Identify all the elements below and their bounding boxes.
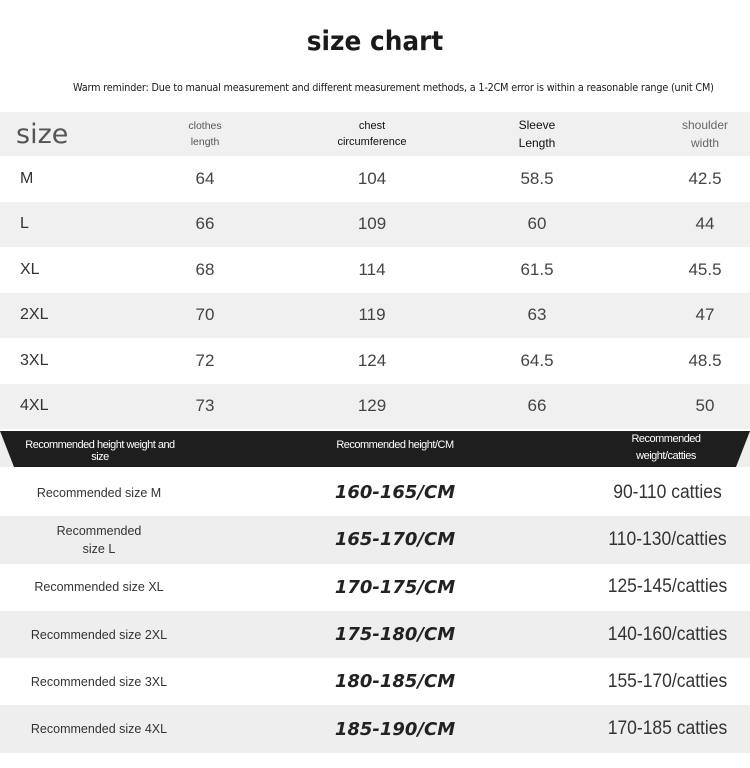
band-label-weight bbox=[618, 431, 714, 465]
measurement-row bbox=[0, 338, 750, 384]
header-shoulder-line2: width bbox=[690, 136, 719, 150]
recommendation-row bbox=[0, 469, 750, 516]
chest-cell: 119 bbox=[358, 305, 386, 325]
recommendation-table bbox=[0, 469, 750, 753]
chest-cell: 129 bbox=[357, 396, 387, 416]
recommendation-row bbox=[0, 658, 750, 705]
size-cell: 2XL bbox=[20, 306, 49, 324]
header-shoulder-width bbox=[660, 112, 750, 156]
recommended-weight: 170-185 catties bbox=[607, 718, 728, 740]
shoulder-cell: 47 bbox=[695, 305, 715, 325]
sleeve-cell: 60 bbox=[527, 214, 547, 234]
recommended-size-label bbox=[24, 516, 174, 563]
header-shoulder-line1: shoulder bbox=[681, 118, 729, 132]
shoulder-cell: 42.5 bbox=[688, 168, 722, 188]
measurement-row bbox=[0, 293, 750, 339]
header-sleeve-line1: Sleeve bbox=[518, 118, 556, 132]
recommended-weight: 125-145/catties bbox=[607, 576, 728, 598]
recommended-size-label: Recommended size 3XL bbox=[30, 674, 168, 689]
recommended-height: 185-190/CM bbox=[334, 718, 456, 740]
recommended-weight: 90-110 catties bbox=[613, 481, 722, 503]
recommendation-row bbox=[0, 564, 750, 611]
recommended-size-label-line1: Recommended bbox=[56, 523, 142, 538]
shoulder-cell: 44 bbox=[695, 214, 715, 234]
recommended-height: 165-170/CM bbox=[334, 529, 456, 551]
header-chest-line2: circumference bbox=[337, 136, 407, 148]
shoulder-cell: 45.5 bbox=[688, 259, 722, 279]
recommended-size-label: Recommended size 4XL bbox=[30, 722, 168, 737]
recommendation-row bbox=[0, 705, 750, 752]
recommendation-row bbox=[0, 516, 750, 563]
recommended-weight: 155-170/catties bbox=[607, 670, 728, 692]
sleeve-cell: 66 bbox=[527, 396, 547, 416]
measurement-header-row bbox=[0, 112, 750, 156]
sleeve-cell: 61.5 bbox=[520, 259, 554, 279]
measurement-row bbox=[0, 384, 750, 430]
size-cell: M bbox=[20, 169, 34, 187]
measurement-row bbox=[0, 247, 750, 293]
recommended-height: 170-175/CM bbox=[334, 576, 456, 598]
recommended-height: 175-180/CM bbox=[334, 624, 456, 646]
size-cell: L bbox=[20, 215, 29, 233]
header-chest-line1: chest bbox=[358, 120, 386, 132]
chest-cell: 114 bbox=[358, 259, 386, 279]
header-clothes-length-line2: length bbox=[190, 136, 220, 148]
recommended-weight: 110-130/catties bbox=[608, 528, 727, 550]
header-sleeve-length bbox=[497, 112, 577, 156]
length-cell: 66 bbox=[195, 214, 215, 234]
size-cell: XL bbox=[20, 260, 40, 278]
band-corner-left bbox=[0, 431, 14, 467]
header-chest-circumference bbox=[320, 112, 424, 156]
length-cell: 73 bbox=[195, 396, 215, 416]
recommended-size-label: Recommended size 2XL bbox=[30, 627, 168, 642]
measurement-table bbox=[0, 112, 750, 429]
chest-cell: 109 bbox=[357, 214, 387, 234]
band-corner-right bbox=[736, 431, 750, 467]
recommended-size-label: Recommended size XL bbox=[34, 580, 164, 595]
size-cell: 4XL bbox=[20, 397, 49, 415]
recommendation-header-band bbox=[0, 431, 750, 467]
chest-cell: 104 bbox=[357, 168, 387, 188]
size-cell: 3XL bbox=[20, 351, 49, 369]
header-clothes-length-line1: clothes bbox=[188, 120, 222, 132]
recommendation-row bbox=[0, 611, 750, 658]
measurement-reminder: Warm reminder: Due to manual measurement and different measurement methods, a 1-2CM error is within a reasonable range (unit CM) bbox=[73, 82, 714, 94]
sleeve-cell: 58.5 bbox=[520, 168, 554, 188]
header-size: size bbox=[16, 118, 69, 150]
length-cell: 64 bbox=[195, 168, 215, 188]
length-cell: 68 bbox=[195, 259, 215, 279]
recommended-height: 180-185/CM bbox=[334, 671, 456, 693]
header-sleeve-line2: Length bbox=[518, 136, 556, 150]
recommended-size-label: Recommended size M bbox=[36, 485, 162, 500]
sleeve-cell: 64.5 bbox=[520, 350, 554, 370]
recommended-height: 160-165/CM bbox=[334, 482, 456, 504]
sleeve-cell: 63 bbox=[527, 305, 547, 325]
band-weight-line1: Recommended bbox=[631, 433, 701, 445]
measurement-row bbox=[0, 156, 750, 202]
chest-cell: 124 bbox=[357, 350, 387, 370]
length-cell: 72 bbox=[195, 350, 215, 370]
header-clothes-length bbox=[165, 112, 245, 156]
band-label-size: Recommended height weight and size bbox=[25, 439, 175, 463]
shoulder-cell: 50 bbox=[695, 396, 715, 416]
length-cell: 70 bbox=[195, 305, 215, 325]
band-label-height: Recommended height/CM bbox=[336, 439, 454, 451]
band-weight-line2: weight/catties bbox=[636, 450, 696, 462]
page-title: size chart bbox=[306, 26, 444, 57]
shoulder-cell: 48.5 bbox=[688, 350, 722, 370]
recommended-size-label-line2: size L bbox=[82, 541, 116, 556]
measurement-row bbox=[0, 202, 750, 248]
recommended-weight: 140-160/catties bbox=[607, 623, 728, 645]
